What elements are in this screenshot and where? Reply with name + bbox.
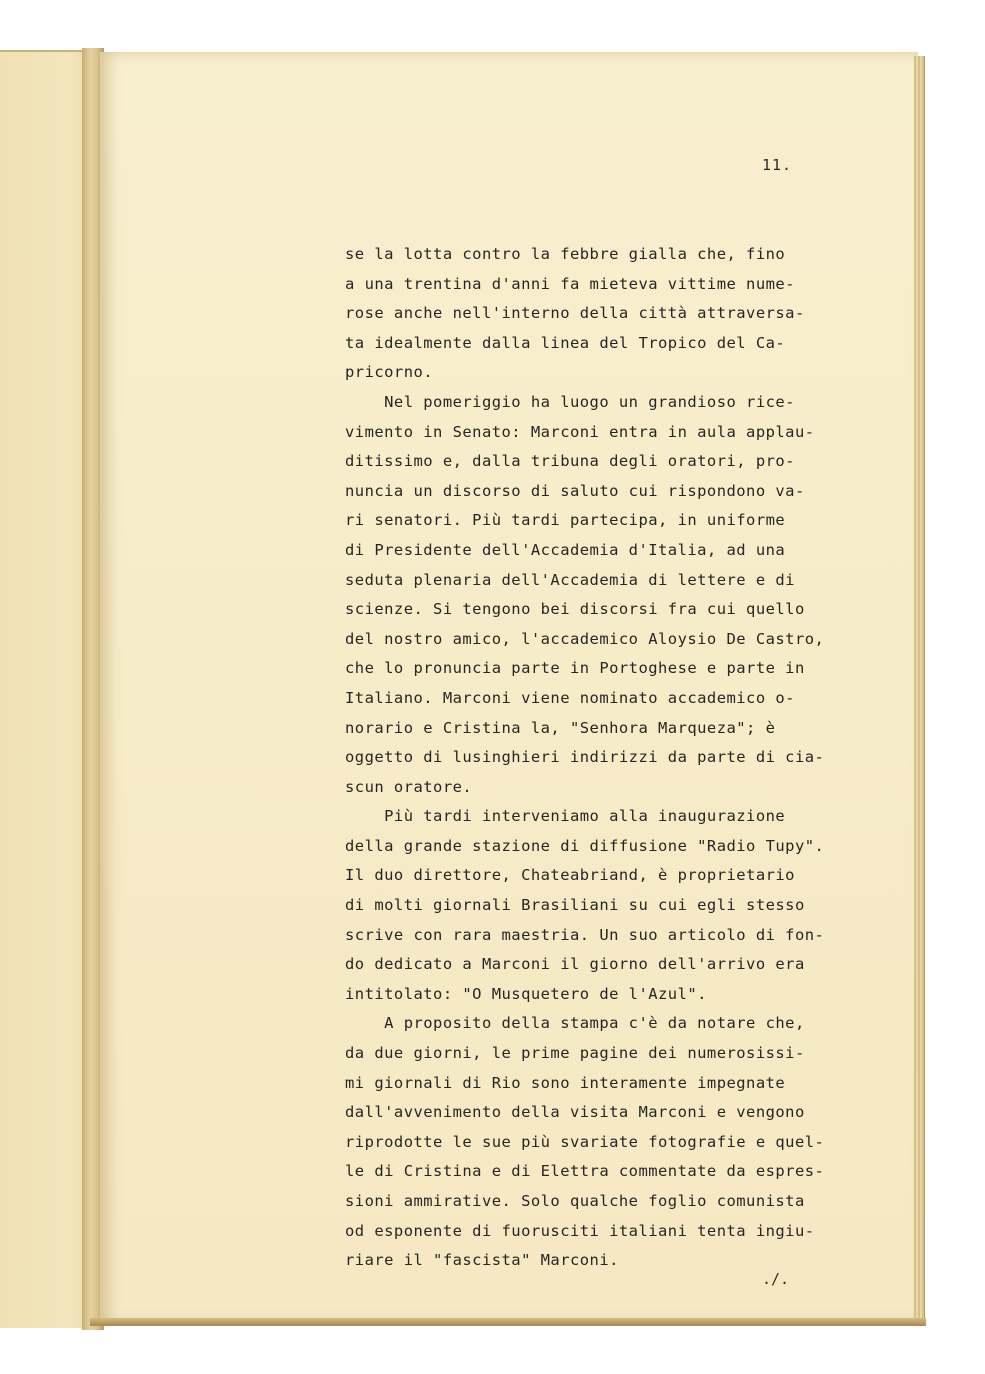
text-line: le di Cristina e di Elettra commentate da espres- [345, 1162, 825, 1181]
text-line: norario e Cristina la, "Senhora Marqueza"; è [345, 718, 776, 737]
text-line: che lo pronuncia parte in Portoghese e parte in [345, 659, 805, 678]
text-line: di molti giornali Brasiliani su cui egli stesso [345, 896, 805, 915]
text-line: a una trentina d'anni fa mieteva vittime nume- [345, 274, 795, 293]
text-line: riprodotte le sue più svariate fotografie e quel- [345, 1132, 825, 1151]
book-bottom-edge [90, 1318, 926, 1326]
text-line: A proposito della stampa c'è da notare che, [345, 1014, 805, 1033]
text-line: ditissimo e, dalla tribuna degli oratori, pro- [345, 452, 795, 471]
text-line: scienze. Si tengono bei discorsi fra cui quello [345, 600, 805, 619]
text-line: dall'avvenimento della visita Marconi e vengono [345, 1103, 805, 1122]
text-line: vimento in Senato: Marconi entra in aula applau- [345, 422, 815, 441]
text-line: do dedicato a Marconi il giorno dell'arrivo era [345, 955, 805, 974]
text-line: scun oratore. [345, 777, 473, 796]
text-line: scrive con rara maestria. Un suo articolo di fon- [345, 925, 825, 944]
text-line: ta idealmente dalla linea del Tropico del Ca- [345, 333, 786, 352]
text-line: nuncia un discorso di saluto cui rispondono va- [345, 481, 805, 500]
page-stack-edge [914, 56, 925, 1324]
text-line: ri senatori. Più tardi partecipa, in uniforme [345, 511, 786, 530]
text-line: sioni ammirative. Solo qualche foglio comunista [345, 1192, 805, 1210]
text-line: riare il "fascista" Marconi. [345, 1251, 619, 1270]
text-line: da due giorni, le prime pagine dei numerosissi- [345, 1044, 805, 1063]
text-line: mi giornali di Rio sono interamente impegnate [345, 1073, 786, 1092]
continuation-mark: ./. [762, 1270, 790, 1288]
text-line: oggetto di lusinghieri indirizzi da parte di cia- [345, 748, 825, 767]
text-line: rose anche nell'interno della città attraversa- [345, 304, 805, 323]
text-line: di Presidente dell'Accademia d'Italia, ad una [345, 540, 786, 559]
page-number: 11. [762, 156, 793, 174]
text-line: od esponente di fuorusciti italiani tenta ingiu- [345, 1221, 815, 1240]
text-line: Più tardi interveniamo alla inaugurazione [345, 807, 786, 826]
text-line: Il duo direttore, Chateabriand, è proprietario [345, 866, 795, 885]
text-line: intitolato: "O Musquetero de l'Azul". [345, 984, 707, 1003]
text-line: del nostro amico, l'accademico Aloysio De Castro, [345, 629, 825, 648]
typewritten-text [345, 240, 860, 1276]
text-line: pricorno. [345, 363, 434, 382]
text-line: Italiano. Marconi viene nominato accademico o- [345, 688, 795, 707]
text-line: se la lotta contro la febbre gialla che, fino [345, 245, 786, 263]
text-line: Nel pomeriggio ha luogo un grandioso rice- [345, 392, 795, 411]
text-line: della grande stazione di diffusione "Radio Tupy". [345, 836, 825, 855]
text-line: seduta plenaria dell'Accademia di lettere e di [345, 570, 795, 589]
